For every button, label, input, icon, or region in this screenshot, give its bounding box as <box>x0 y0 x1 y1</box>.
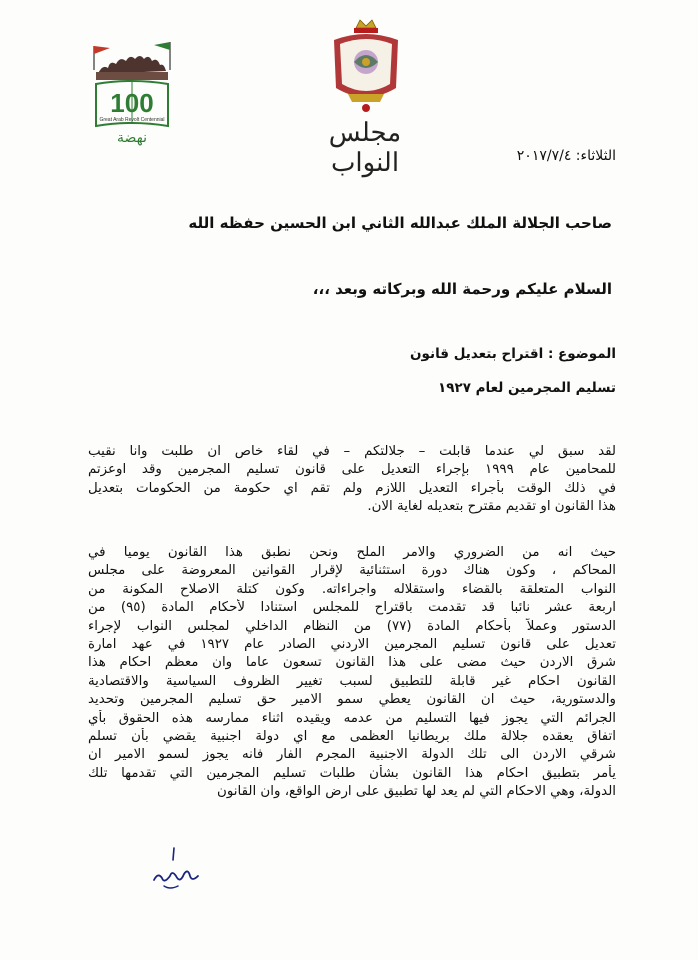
organization-name: مجلس النواب <box>328 118 402 178</box>
paragraph-line: والدستورية، حيث ان القانون يعطي سمو الامير حق تسليم المجرمين وتحديد <box>88 692 616 708</box>
paragraph-line: القانون احكام غير قابلة للتطبيق لسبب تغيير الظروف السياسية والاقتصادية <box>88 673 616 689</box>
subject-title: تسليم المجرمين لعام ١٩٢٧ <box>437 380 616 396</box>
date-label: الثلاثاء: <box>575 148 616 164</box>
paragraph-line: يأمر بتطبيق احكام هذا القانون بشأن طلبات تسليم المجرمين التي تقدمها تلك <box>88 765 616 781</box>
paragraph-line: اربعة عشر نائبا قد تقدمت باقتراح للمجلس استنادا لأحكام المادة (٩٥) من <box>88 600 616 616</box>
paragraph-line: للمحامين عام ١٩٩٩ بإجراء التعديل على قانون تسليم المجرمين وقد اوعزتم <box>88 462 616 478</box>
signature <box>150 846 210 896</box>
paragraph-line: المحاكم ، وكون هناك دورة استثنائية لإقرار القوانين المعروضة على مجلس <box>88 563 616 579</box>
paragraph-1 <box>88 443 616 517</box>
addressee: صاحب الجلالة الملك عبدالله الثاني ابن الحسين حفظه الله <box>188 214 612 232</box>
centennial-number: 100 <box>110 88 154 118</box>
paragraph-line: تعديل على قانون تسليم المجرمين الاردني الصادر عام ١٩٢٧ في عهد امارة <box>88 637 616 653</box>
coat-of-arms-emblem <box>326 18 406 114</box>
paragraph-line: الدولة، وهي الاحكام التي لم يعد لها تطبيق على ارض الواقع، وان القانون <box>217 784 616 800</box>
paragraph-line: لقد سبق لي عندما قابلت – جلالتكم – في لقاء خاص ان طلبت وانا نقيب <box>88 444 616 459</box>
paragraph-line: هذا القانون او تقديم مقترح بتعديله لغاية الان. <box>367 499 616 515</box>
paragraph-line: شرق الاردن حيث مضى على هذا القانون تسعون عاما وان معظم احكام هذا <box>88 655 616 671</box>
subject-label: الموضوع : اقتراح بتعديل قانون <box>410 346 616 362</box>
date-value: ٢٠١٧/٧/٤ <box>516 148 572 164</box>
centennial-word: نهضة <box>117 130 147 146</box>
date-line <box>517 148 616 164</box>
paragraph-line: حيث انه من الضروري والامر الملح ونحن نطبق هذا القانون يوميا في <box>88 545 616 560</box>
paragraph-line: اتفاق يعقده جلالة ملك بريطانيا العظمى مع اي دولة اجنبية يقضي بأن تسلم <box>88 729 616 745</box>
paragraph-2 <box>88 544 616 802</box>
greeting: السلام عليكم ورحمة الله وبركاته وبعد ،،، <box>312 280 612 298</box>
paragraph-line: شرقي الاردن الى تلك الدولة الاجنبية المجرم الفار فانه يجوز لسمو الامير ان <box>88 747 616 763</box>
centennial-logo <box>84 30 180 150</box>
paragraph-line: النواب المتعلقة بالقضاء واستقلاله واجراءاته. وكون كتلة الاصلاح المكونة من <box>88 581 616 597</box>
paragraph-line: في ذلك الوقت بأجراء التعديل اللازم ولم تقم اي حكومة من الحكومات بتعديل <box>88 480 616 496</box>
paragraph-line: الدستور وعملاً بأحكام المادة (٧٧) من النظام الداخلي لمجلس النواب لإجراء <box>88 618 616 634</box>
centennial-caption: Great Arab Revolt Centennial <box>99 117 165 123</box>
paragraph-line: الجرائم التي يجوز فيها التسليم من عدمه ويقيده اثناء ممارسه هذه الحقوق بأي <box>88 710 616 726</box>
